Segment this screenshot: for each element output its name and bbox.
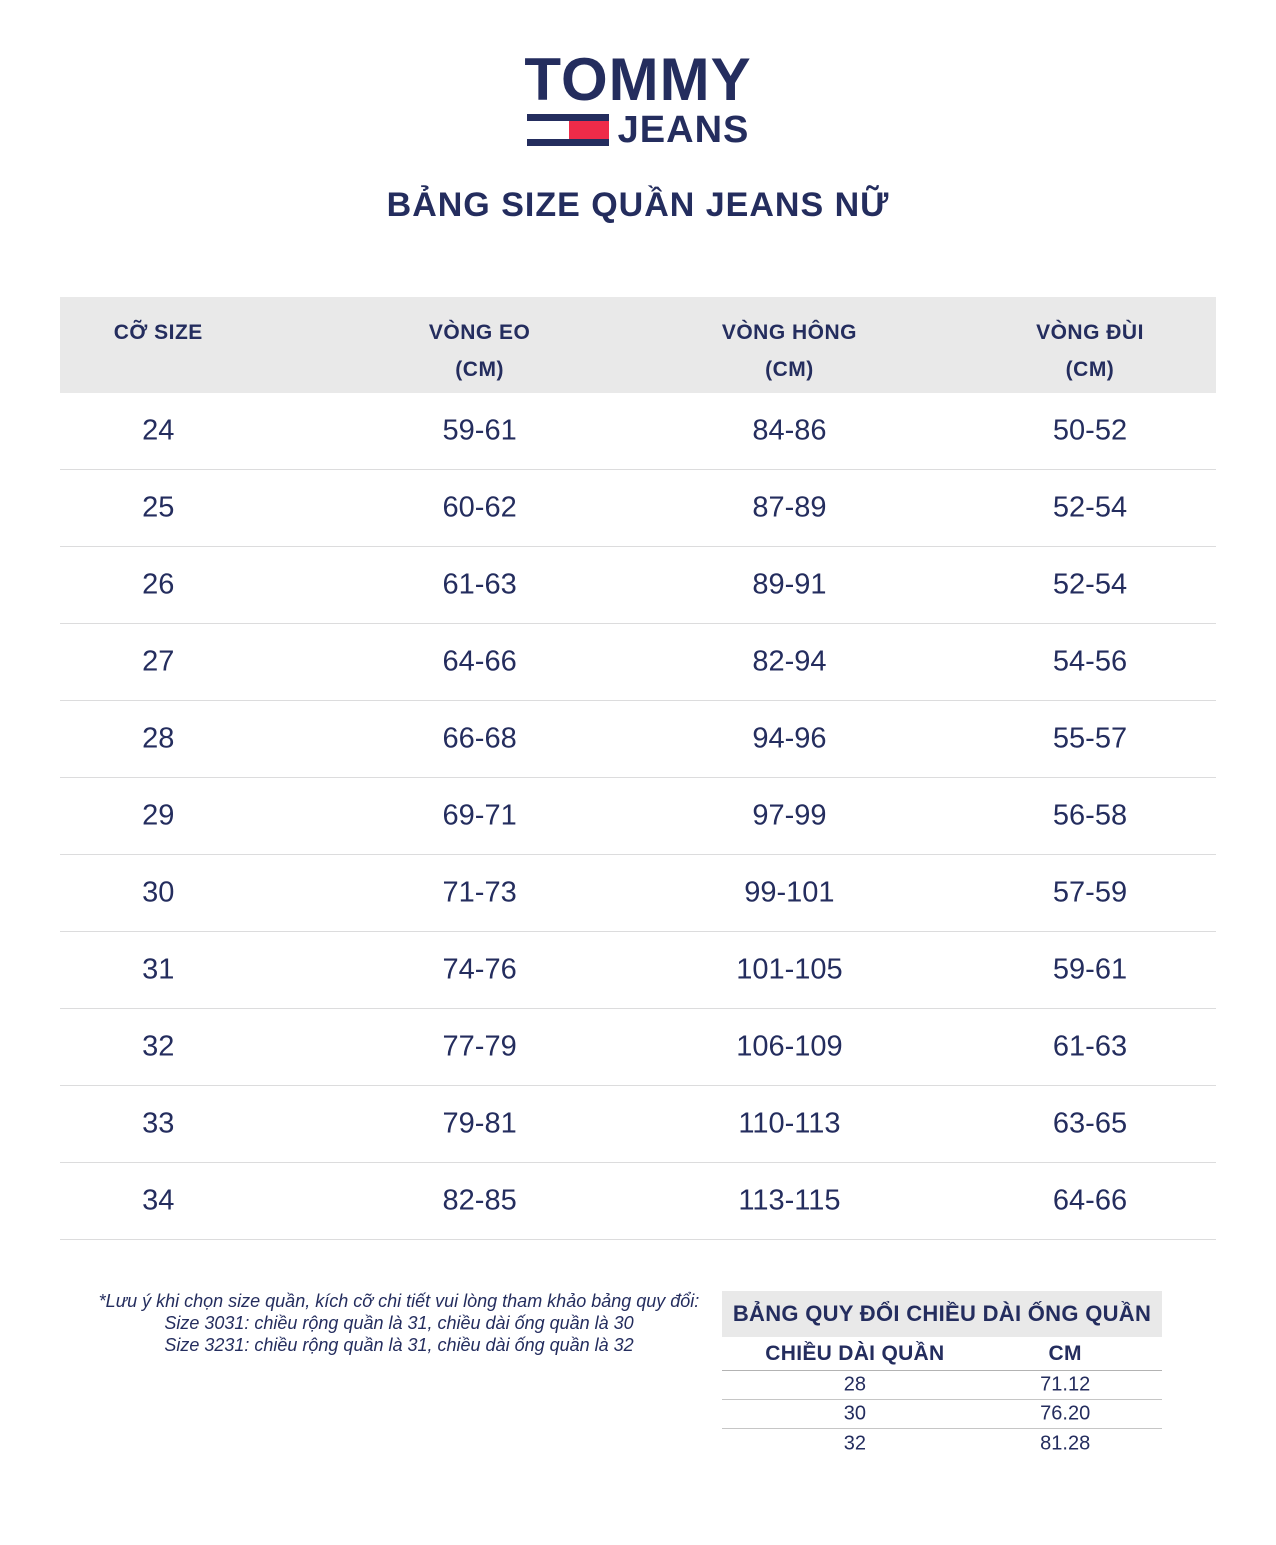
table-cell: 89-91 — [752, 568, 827, 601]
table-row — [60, 1009, 1216, 1086]
table-cell: 26 — [142, 568, 175, 601]
note-line-3: Size 3231: chiều rộng quần là 31, chiều dài ống quần là 32 — [164, 1335, 634, 1355]
page-title: BẢNG SIZE QUẦN JEANS NỮ — [386, 186, 890, 224]
conversion-cell: 30 — [843, 1402, 866, 1425]
conversion-cell: 76.20 — [1040, 1402, 1091, 1425]
table-cell: 28 — [142, 722, 175, 755]
table-cell: 63-65 — [1052, 1107, 1128, 1140]
table-row — [60, 393, 1216, 470]
flag-stripe-top — [527, 114, 609, 121]
header-unit: (CM) — [765, 358, 814, 381]
conversion-cell: 71.12 — [1040, 1373, 1091, 1396]
conversion-cell: 81.28 — [1040, 1432, 1091, 1454]
table-cell: 74-76 — [442, 953, 517, 986]
table-cell: 77-79 — [442, 1030, 517, 1063]
table-cell: 71-73 — [442, 876, 517, 909]
table-cell: 56-58 — [1052, 799, 1128, 832]
table-cell: 60-62 — [442, 491, 517, 524]
table-row — [60, 470, 1216, 547]
table-row — [60, 1163, 1216, 1240]
note-line-2: Size 3031: chiều rộng quần là 31, chiều dài ống quần là 30 — [164, 1313, 634, 1333]
table-row — [60, 701, 1216, 778]
table-cell: 34 — [142, 1184, 175, 1217]
conversion-cell: 28 — [843, 1373, 866, 1396]
flag-stripe-bottom — [527, 139, 609, 146]
header-label: VÒNG EO — [428, 321, 531, 344]
table-cell: 110-113 — [738, 1107, 841, 1140]
table-cell: 29 — [142, 799, 175, 832]
conversion-header-cm: CM — [1048, 1341, 1082, 1365]
table-row — [60, 932, 1216, 1009]
table-cell: 106-109 — [736, 1030, 843, 1063]
conversion-table-header — [722, 1337, 1162, 1371]
table-cell: 84-86 — [752, 414, 827, 447]
table-cell: 52-54 — [1052, 491, 1128, 524]
table-cell: 31 — [142, 953, 175, 986]
conversion-header-length: CHIỀU DÀI QUẦN — [765, 1341, 945, 1365]
table-cell: 94-96 — [752, 722, 827, 755]
header-label: CỠ SIZE — [113, 321, 203, 344]
table-cell: 57-59 — [1052, 876, 1128, 909]
table-cell: 101-105 — [736, 953, 843, 986]
table-cell: 69-71 — [442, 799, 517, 832]
conversion-row — [722, 1429, 1162, 1458]
size-table-header — [60, 297, 1216, 393]
conversion-row — [722, 1400, 1162, 1429]
header-cell-size — [114, 314, 203, 351]
table-row — [60, 855, 1216, 932]
table-cell: 82-94 — [752, 645, 827, 678]
table-cell: 66-68 — [442, 722, 517, 755]
conversion-cell: 32 — [843, 1432, 866, 1454]
table-cell: 59-61 — [442, 414, 517, 447]
logo-flag-row — [0, 109, 1276, 151]
table-cell: 54-56 — [1052, 645, 1128, 678]
jeans-wordmark: JEANS — [617, 109, 750, 151]
table-row — [60, 778, 1216, 855]
length-conversion-table — [722, 1291, 1162, 1458]
table-cell: 52-54 — [1052, 568, 1128, 601]
tommy-flag-icon — [527, 114, 609, 146]
header-label: VÒNG HÔNG — [721, 321, 858, 344]
table-cell: 50-52 — [1052, 414, 1128, 447]
table-cell: 79-81 — [442, 1107, 517, 1140]
table-cell: 61-63 — [442, 568, 517, 601]
header-cell-thigh — [1036, 314, 1144, 388]
table-cell: 24 — [142, 414, 175, 447]
table-cell: 64-66 — [1052, 1184, 1128, 1217]
size-notes — [69, 1290, 729, 1356]
table-cell: 27 — [142, 645, 175, 678]
table-cell: 87-89 — [752, 491, 827, 524]
conversion-table-title: BẢNG QUY ĐỔI CHIỀU DÀI ỐNG QUẦN — [722, 1291, 1162, 1337]
table-row — [60, 624, 1216, 701]
flag-white-field — [527, 121, 570, 139]
flag-middle-band — [527, 121, 609, 139]
table-cell: 99-101 — [744, 876, 835, 909]
note-line-1: *Lưu ý khi chọn size quần, kích cỡ chi tiết vui lòng tham khảo bảng quy đổi: — [98, 1291, 700, 1311]
table-cell: 97-99 — [752, 799, 827, 832]
table-cell: 113-115 — [738, 1184, 841, 1217]
table-cell: 61-63 — [1052, 1030, 1128, 1063]
tommy-wordmark: TOMMY — [524, 46, 752, 113]
header-unit: (CM) — [455, 358, 504, 381]
header-cell-hip — [722, 314, 857, 388]
header-unit: (CM) — [1065, 358, 1115, 381]
table-cell: 25 — [142, 491, 175, 524]
size-table — [60, 297, 1216, 1240]
table-cell: 33 — [142, 1107, 175, 1140]
table-cell: 55-57 — [1052, 722, 1128, 755]
header-cell-waist — [429, 314, 531, 388]
table-row — [60, 1086, 1216, 1163]
table-cell: 59-61 — [1052, 953, 1128, 986]
flag-red-field — [569, 121, 608, 139]
table-cell: 82-85 — [442, 1184, 517, 1217]
table-cell: 30 — [142, 876, 175, 909]
conversion-row — [722, 1371, 1162, 1400]
table-row — [60, 547, 1216, 624]
table-cell: 64-66 — [442, 645, 517, 678]
table-cell: 32 — [142, 1030, 175, 1063]
tommy-jeans-logo — [0, 46, 1276, 151]
header-label: VÒNG ĐÙI — [1036, 321, 1144, 344]
